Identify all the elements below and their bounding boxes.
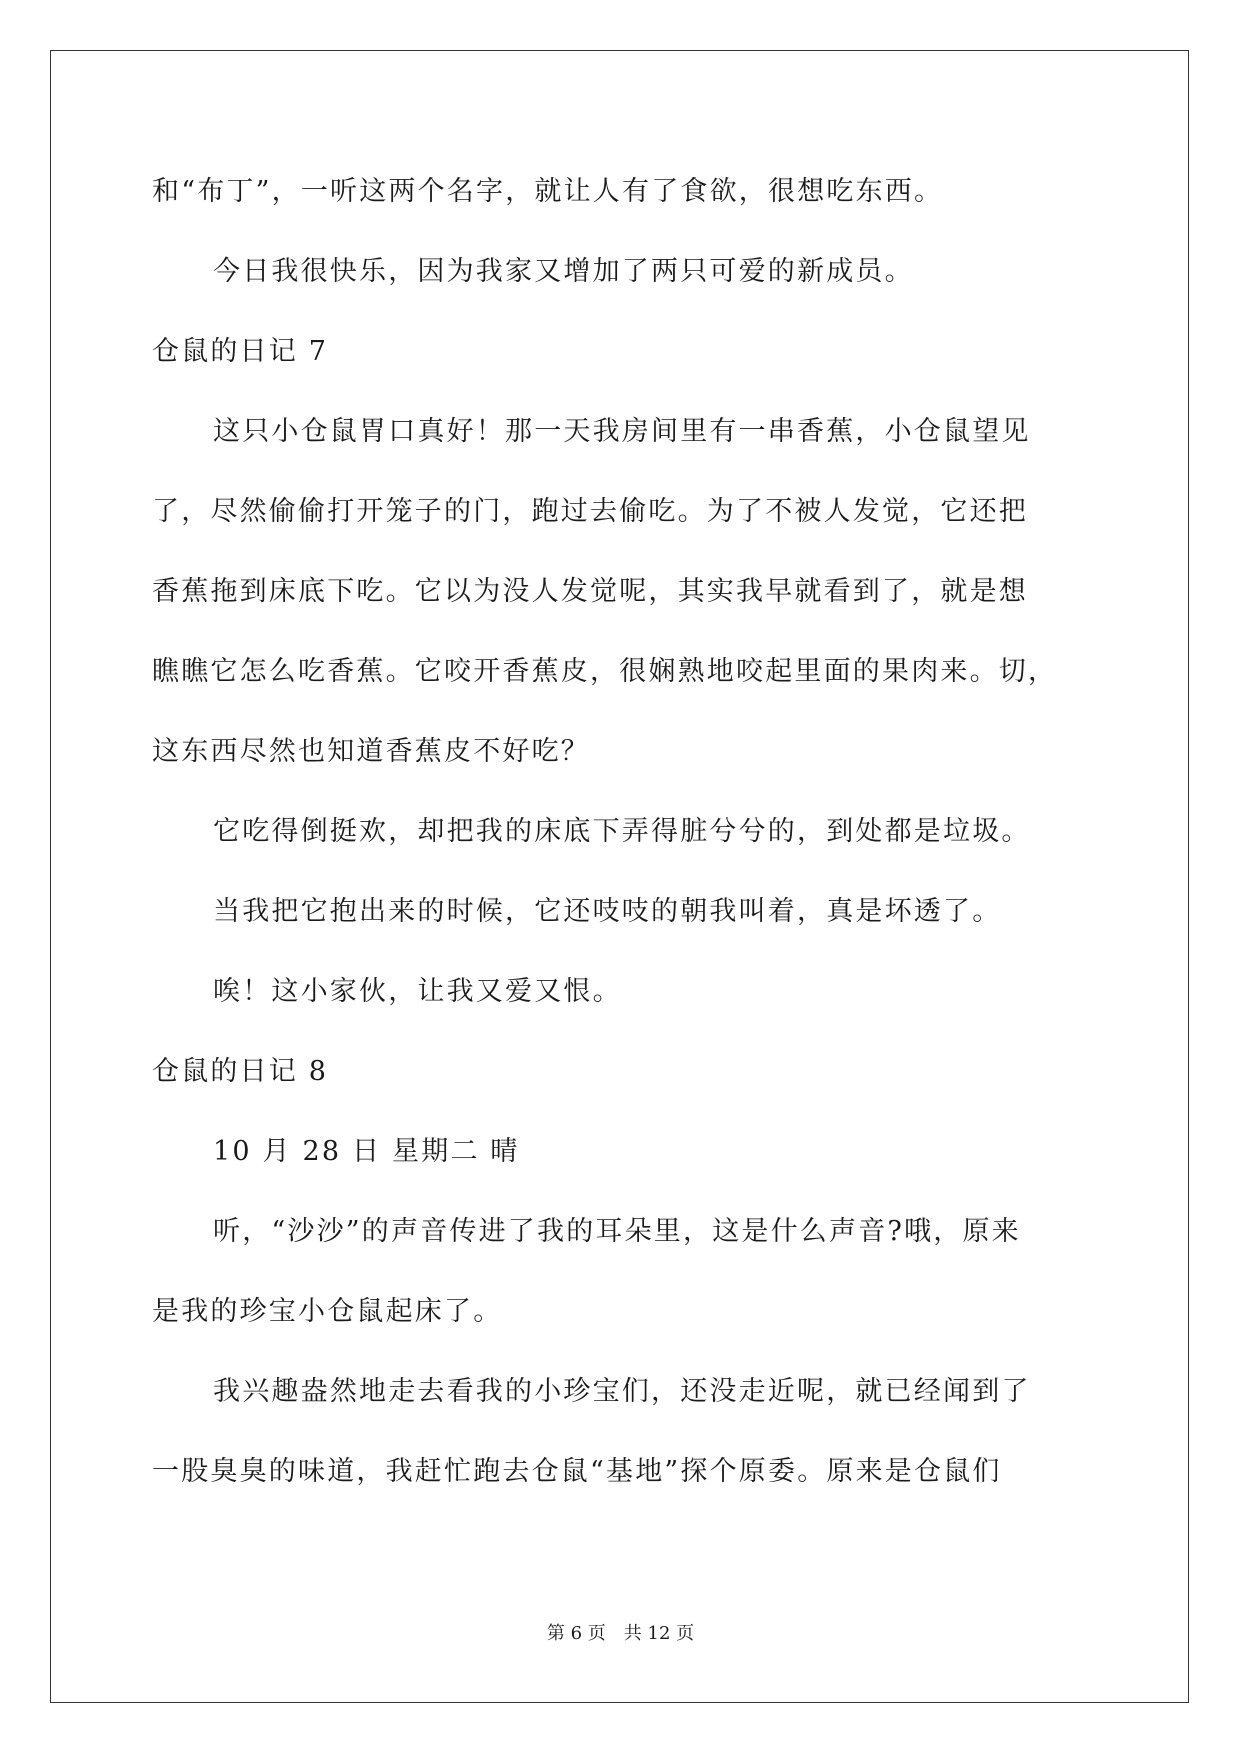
paragraph-line: 了，尽然偷偷打开笼子的门，跑过去偷吃。为了不被人发觉，它还把 [152, 496, 1028, 527]
section-heading: 仓鼠的日记 8 [152, 1056, 329, 1087]
paragraph-line: 这只小仓鼠胃口真好！那一天我房间里有一串香蕉，小仓鼠望见 [213, 416, 1031, 447]
paragraph-line: 和“布丁”，一听这两个名字，就让人有了食欲，很想吃东西。 [152, 176, 944, 207]
paragraph-line: 一股臭臭的味道，我赶忙跑去仓鼠“基地”探个原委。原来是仓鼠们 [152, 1456, 1002, 1487]
paragraph-line: 是我的珍宝小仓鼠起床了。 [152, 1296, 503, 1327]
paragraph-line: 今日我很快乐，因为我家又增加了两只可爱的新成员。 [213, 256, 914, 287]
paragraph-line: 瞧瞧它怎么吃香蕉。它咬开香蕉皮，很娴熟地咬起里面的果肉来。切， [152, 656, 1058, 687]
paragraph-line: 唉！这小家伙，让我又爱又恨。 [213, 976, 622, 1007]
paragraph-line: 我兴趣盎然地走去看我的小珍宝们，还没走近呢，就已经闻到了 [213, 1376, 1031, 1407]
date-line: 10 月 28 日 星期二 晴 [213, 1136, 520, 1167]
paragraph-line: 香蕉拖到床底下吃。它以为没人发觉呢，其实我早就看到了，就是想 [152, 576, 1028, 607]
paragraph-line: 它吃得倒挺欢，却把我的床底下弄得脏兮兮的，到处都是垃圾。 [213, 816, 1031, 847]
section-heading: 仓鼠的日记 7 [152, 336, 329, 367]
paragraph-line: 听，“沙沙”的声音传进了我的耳朵里，这是什么声音?哦，原来 [213, 1216, 1021, 1247]
page-number-footer: 第 6 页 共 12 页 [546, 1623, 695, 1644]
paragraph-line: 当我把它抱出来的时候，它还吱吱的朝我叫着，真是坏透了。 [213, 896, 1002, 927]
paragraph-line: 这东西尽然也知道香蕉皮不好吃？ [152, 736, 590, 767]
